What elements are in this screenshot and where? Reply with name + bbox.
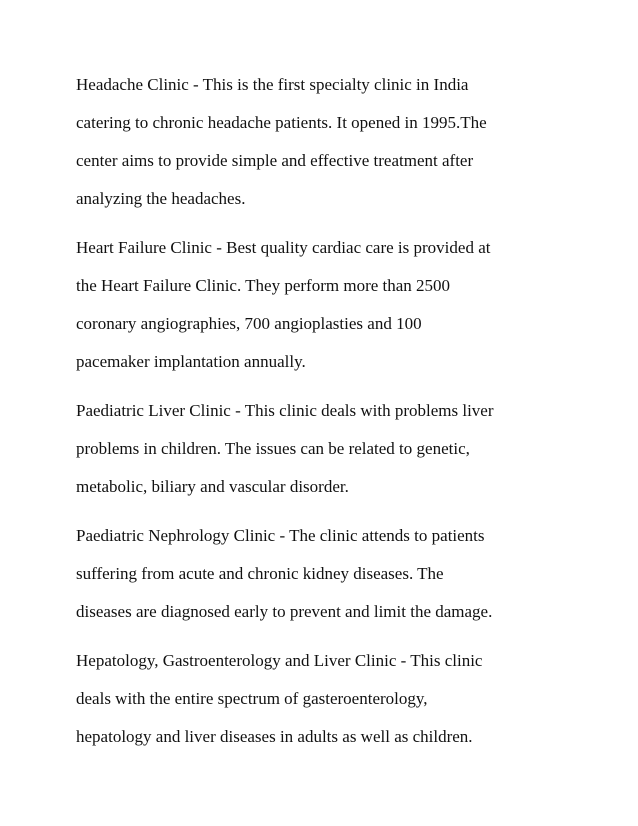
text-line: Paediatric Liver Clinic - This clinic deals with problems liver: [76, 401, 494, 420]
paragraph-paediatric-nephrology-clinic: [76, 517, 576, 631]
text-line: analyzing the headaches.: [76, 189, 246, 208]
text-line: Heart Failure Clinic - Best quality cardiac care is provided at: [76, 238, 491, 257]
paragraph-headache-clinic: [76, 66, 576, 218]
text-line: coronary angiographies, 700 angioplasties and 100: [76, 314, 422, 333]
text-line: Paediatric Nephrology Clinic - The clinic attends to patients: [76, 526, 485, 545]
text-line: suffering from acute and chronic kidney diseases. The: [76, 564, 444, 583]
text-line: Hepatology, Gastroenterology and Liver Clinic - This clinic: [76, 651, 483, 670]
text-line: diseases are diagnosed early to prevent and limit the damage.: [76, 602, 493, 621]
paragraph-paediatric-liver-clinic: [76, 392, 576, 506]
text-line: hepatology and liver diseases in adults as well as children.: [76, 727, 473, 746]
text-line: problems in children. The issues can be related to genetic,: [76, 439, 470, 458]
text-line: catering to chronic headache patients. It opened in 1995.The: [76, 113, 487, 132]
text-line: the Heart Failure Clinic. They perform more than 2500: [76, 276, 451, 295]
text-line: deals with the entire spectrum of gasteroenterology,: [76, 689, 428, 708]
text-line: metabolic, biliary and vascular disorder.: [76, 477, 349, 496]
paragraph-hepatology-clinic: [76, 642, 576, 756]
document-body: [76, 66, 576, 767]
paragraph-heart-failure-clinic: [76, 229, 576, 381]
text-line: pacemaker implantation annually.: [76, 352, 306, 371]
text-line: Headache Clinic - This is the first specialty clinic in India: [76, 75, 469, 94]
text-line: center aims to provide simple and effective treatment after: [76, 151, 474, 170]
